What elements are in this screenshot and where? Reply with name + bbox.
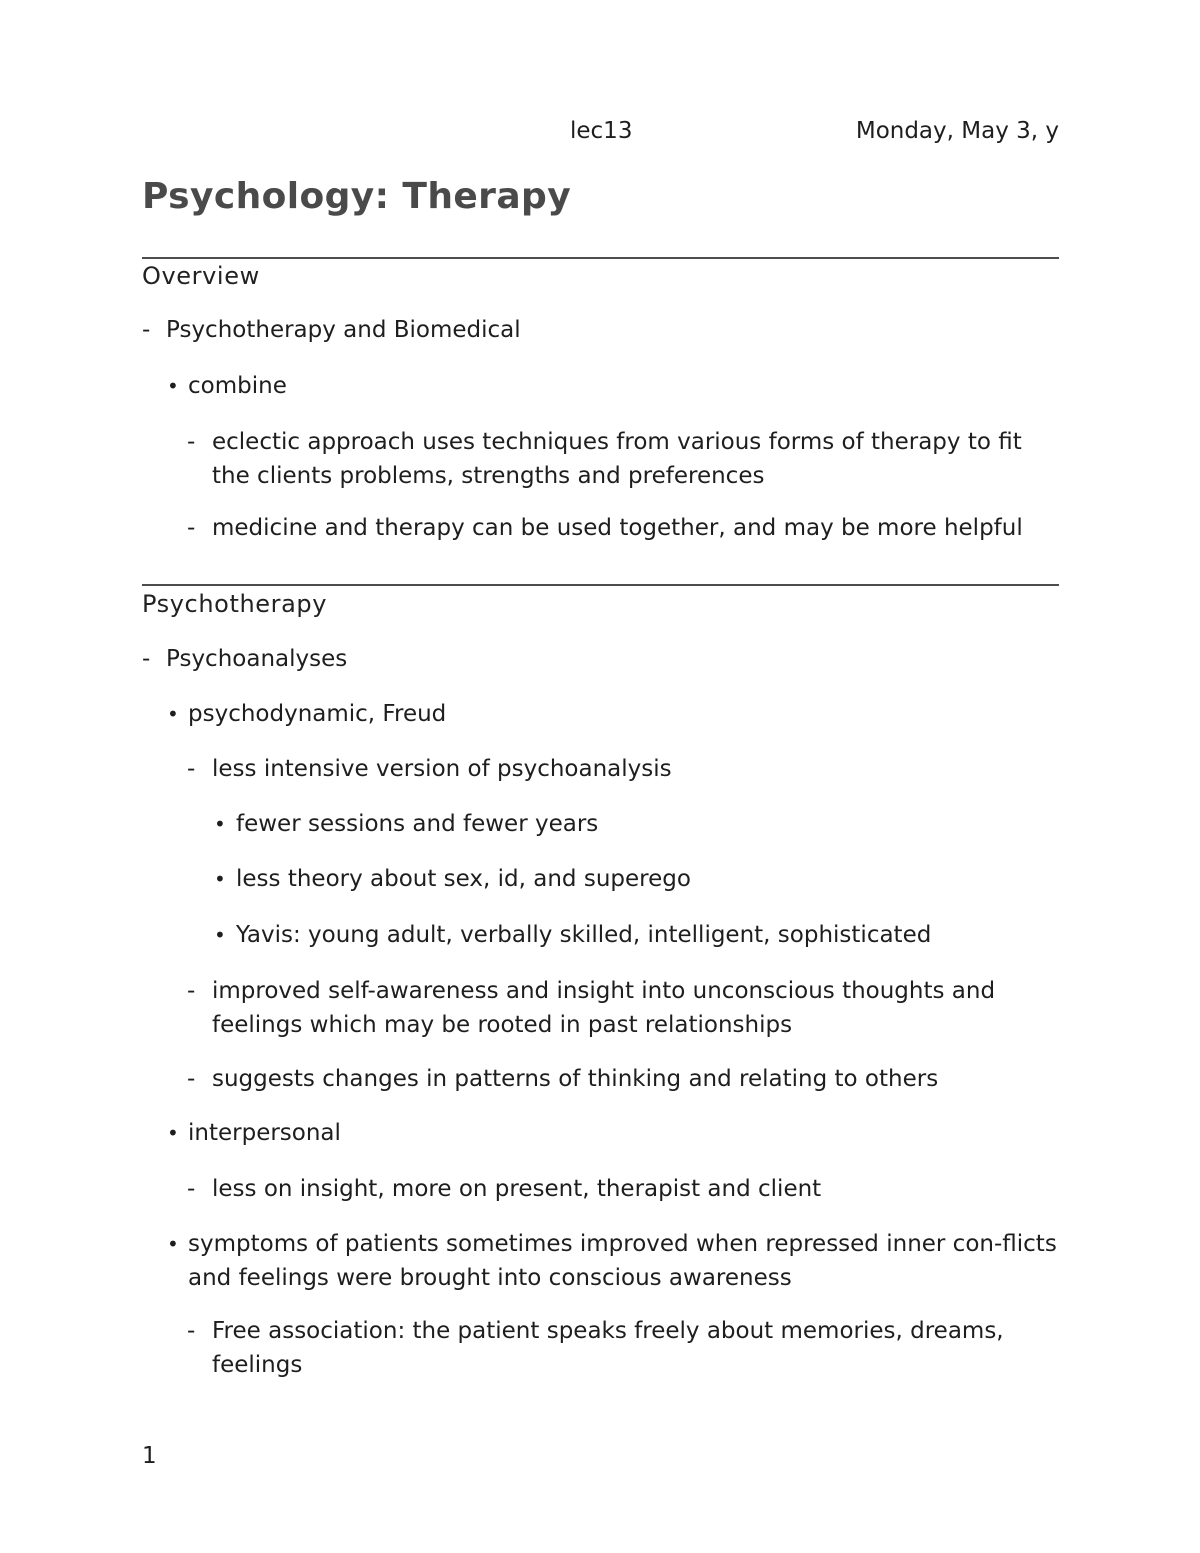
list-item <box>142 642 1059 676</box>
dash-marker: - <box>187 1318 196 1344</box>
list-item-text: improved self-awareness and insight into unconscious thoughts and feelings which may be rooted in past relationships <box>212 978 996 1038</box>
list-item <box>187 1062 1059 1096</box>
page-title: Psychology: Therapy <box>142 176 572 217</box>
dash-marker: - <box>142 646 151 672</box>
dash-marker: - <box>187 515 196 541</box>
list-item <box>214 862 1059 896</box>
list-item-text: symptoms of patients sometimes improved when repressed inner con-flicts and feelings were brought into conscious awareness <box>188 1231 1057 1291</box>
section-heading-psychotherapy: Psychotherapy <box>142 590 328 618</box>
list-item <box>187 752 1059 786</box>
bullet-marker: • <box>167 374 179 398</box>
list-item <box>167 1227 1059 1295</box>
list-item-text: less theory about sex, id, and superego <box>236 866 691 892</box>
list-item-text: medicine and therapy can be used together, and may be more helpful <box>212 515 1023 541</box>
list-item-text: eclectic approach uses techniques from various forms of therapy to fit the clients problems, strengths and preferences <box>212 429 1022 489</box>
list-item <box>214 918 1059 952</box>
list-item <box>167 697 1059 731</box>
list-item-text: interpersonal <box>188 1120 341 1146</box>
bullet-marker: • <box>214 812 226 836</box>
list-item <box>187 1314 1059 1382</box>
list-item-text: suggests changes in patterns of thinking and relating to others <box>212 1066 939 1092</box>
section-divider <box>142 584 1059 586</box>
list-item-text: less intensive version of psychoanalysis <box>212 756 672 782</box>
list-item-text: Psychotherapy and Biomedical <box>166 317 521 343</box>
list-item-text: Yavis: young adult, verbally skilled, intelligent, sophisticated <box>236 922 932 948</box>
dash-marker: - <box>187 756 196 782</box>
list-item-text: less on insight, more on present, therapist and client <box>212 1176 822 1202</box>
list-item-text: Free association: the patient speaks freely about memories, dreams, feelings <box>212 1318 1004 1378</box>
list-item-text: Psychoanalyses <box>166 646 348 672</box>
list-item-text: psychodynamic, Freud <box>188 701 447 727</box>
bullet-marker: • <box>167 1232 179 1256</box>
list-item <box>187 425 1059 493</box>
dash-marker: - <box>187 429 196 455</box>
bullet-marker: • <box>214 923 226 947</box>
list-item-text: fewer sessions and fewer years <box>236 811 599 837</box>
list-item <box>187 511 1059 545</box>
dash-marker: - <box>142 317 151 343</box>
list-item <box>167 369 1059 403</box>
list-item <box>167 1116 1059 1150</box>
bullet-marker: • <box>214 867 226 891</box>
header-date: Monday, May 3, y <box>855 118 1059 144</box>
header-lecture-label: lec13 <box>570 118 633 144</box>
section-heading-overview: Overview <box>142 262 260 290</box>
section-divider <box>142 257 1059 259</box>
list-item <box>187 974 1059 1042</box>
dash-marker: - <box>187 1066 196 1092</box>
dash-marker: - <box>187 978 196 1004</box>
list-item <box>214 807 1059 841</box>
list-item <box>142 313 1059 347</box>
bullet-marker: • <box>167 702 179 726</box>
dash-marker: - <box>187 1176 196 1202</box>
page-number: 1 <box>142 1443 157 1469</box>
list-item <box>187 1172 1059 1206</box>
list-item-text: combine <box>188 373 287 399</box>
bullet-marker: • <box>167 1121 179 1145</box>
